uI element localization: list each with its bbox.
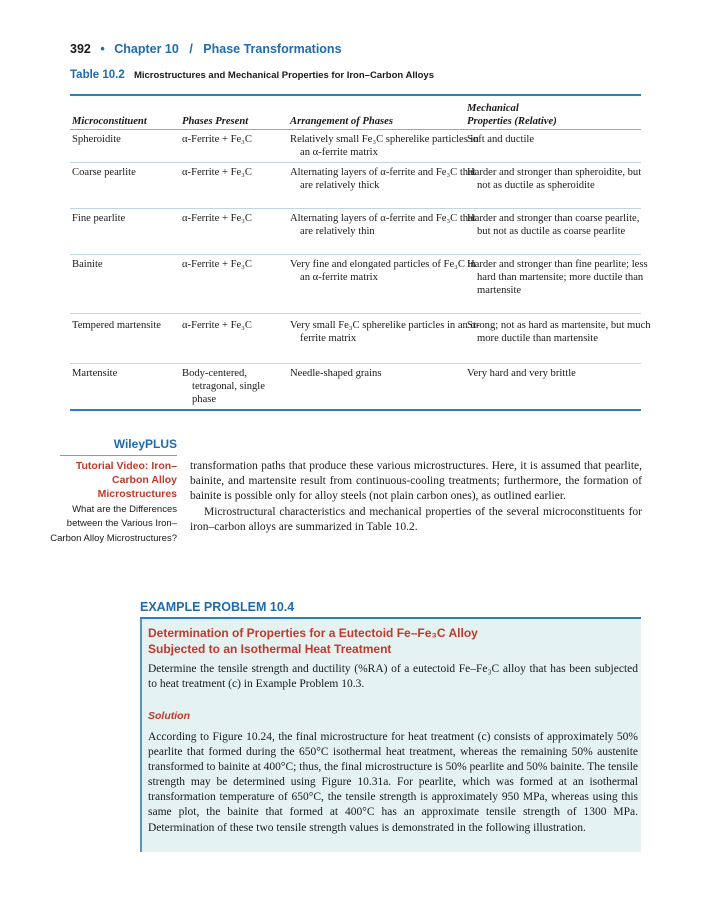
cell-properties: Soft and ductile	[467, 134, 535, 145]
cell-properties: Harder and stronger than fine pearlite; less hard than martensite; more ductile than martensite	[467, 259, 648, 296]
row-divider	[70, 363, 641, 364]
row-divider	[70, 208, 641, 209]
table-bottom-rule	[70, 409, 641, 411]
col-header-properties-line1: Mechanical	[467, 103, 519, 114]
cell-properties: Harder and stronger than spheroidite, but not as ductile as spheroidite	[467, 167, 642, 191]
example-heading: EXAMPLE PROBLEM 10.4	[140, 600, 295, 614]
row-divider	[70, 162, 641, 163]
col-header-properties-line2: Properties (Relative)	[467, 116, 557, 127]
table-header-rule	[70, 129, 641, 130]
cell-properties: Harder and stronger than coarse pearlite, but not as ductile as coarse pearlite	[467, 213, 640, 237]
row-divider	[70, 313, 641, 314]
example-title-line1: Determination of Properties for a Eutectoid Fe–Fe₃C Alloy	[148, 626, 478, 640]
cell-arrangement: Relatively small Fe₃C spherelike particles in an α-ferrite matrix	[290, 134, 479, 158]
cell-microconstituent: Spheroidite	[72, 134, 121, 145]
cell-arrangement: Very fine and elongated particles of Fe₃C in an α-ferrite matrix	[290, 259, 476, 283]
cell-arrangement: Alternating layers of α-ferrite and Fe₃C that are relatively thin	[290, 213, 476, 237]
solution-paragraph: According to Figure 10.24, the final microstructure for heat treatment (c) consists of approximately 50% pearlite that formed during the 650°C isothermal heat treatment, whereas the remaining 50% austenite transformed to bainite at 400°C; thus, the final microstructure is 50% pearlite and 50% bainite. The tensile strength may be determined using Figure 10.31a. For pearlite, which was formed at an isothermal transformation temperature of 650°C, the tensile strength is approximately 950 MPa, whereas using this same plot, the bainite that formed at 400°C has an approximate tensile strength of 1300 MPa. Determination of these two tensile strength values is demonstrated in the following illustration.	[148, 731, 638, 834]
cell-microconstituent: Martensite	[72, 368, 118, 379]
cell-properties: Strong; not as hard as martensite, but much more ductile than martensite	[467, 320, 651, 344]
body-paragraph: transformation paths that produce these various microstructures. Here, it is assumed that pearlite, bainite, and martensite result from continuous-cooling treatments; furthermore, the formation of bainite is possible only for alloy steels (not plain carbon ones), as outlined earlier.	[190, 460, 642, 503]
cell-properties: Very hard and very brittle	[467, 368, 576, 379]
tutorial-video-link[interactable]: Tutorial Video: Iron–Carbon Alloy Microstructures	[75, 460, 177, 500]
cell-phases: α-Ferrite + Fe₃C	[182, 259, 252, 270]
example-box-left-bar	[140, 619, 142, 852]
body-text	[190, 459, 642, 535]
cell-microconstituent: Coarse pearlite	[72, 167, 136, 178]
cell-phases: Body-centered, tetragonal, single phase	[182, 368, 265, 405]
table-title: Microstructures and Mechanical Properties for Iron–Carbon Alloys	[133, 70, 434, 81]
example-statement-text: Determine the tensile strength and ductility (%RA) of a eutectoid Fe–Fe₃C alloy that has been subjected to heat treatment (c) in Example Problem 10.3.	[148, 663, 638, 690]
cell-phases: α-Ferrite + Fe₃C	[182, 167, 252, 178]
page-number: 392	[70, 42, 91, 56]
cell-microconstituent: Bainite	[72, 259, 103, 270]
col-header-arrangement: Arrangement of Phases	[290, 116, 394, 127]
table-label: Table 10.2	[70, 69, 125, 81]
example-title-line2: Subjected to an Isothermal Heat Treatment	[148, 642, 392, 656]
example-statement	[148, 662, 638, 692]
cell-phases: α-Ferrite + Fe₃C	[182, 320, 252, 331]
solution-heading: Solution	[148, 710, 190, 722]
wileyplus-rule	[60, 455, 177, 456]
cell-arrangement: Needle-shaped grains	[290, 368, 382, 379]
header-separator: •	[100, 42, 105, 56]
tutorial-video-question: What are the Differences between the Various Iron–Carbon Alloy Microstructures?	[50, 504, 177, 544]
cell-microconstituent: Fine pearlite	[72, 213, 126, 224]
running-header	[70, 42, 342, 56]
header-slash: /	[189, 42, 193, 56]
chapter-label: Chapter 10	[114, 42, 179, 56]
solution-text	[148, 730, 638, 836]
cell-arrangement: Alternating layers of α-ferrite and Fe₃C that are relatively thick	[290, 167, 476, 191]
body-paragraph: Microstructural characteristics and mechanical properties of the several microconstituents for iron–carbon alloys are summarized in Table 10.2.	[190, 505, 642, 533]
cell-phases: α-Ferrite + Fe₃C	[182, 213, 252, 224]
wileyplus-brand: WileyPLUS	[113, 437, 177, 451]
section-title: Phase Transformations	[203, 42, 342, 56]
cell-phases: α-Ferrite + Fe₃C	[182, 134, 252, 145]
table-top-rule	[70, 94, 641, 96]
row-divider	[70, 254, 641, 255]
cell-microconstituent: Tempered martensite	[72, 320, 161, 331]
table-caption	[70, 69, 434, 81]
col-header-phases: Phases Present	[182, 116, 249, 127]
example-title	[148, 625, 628, 657]
col-header-microconstituent: Microconstituent	[72, 116, 147, 127]
cell-arrangement: Very small Fe₃C spherelike particles in an α-ferrite matrix	[290, 320, 480, 344]
